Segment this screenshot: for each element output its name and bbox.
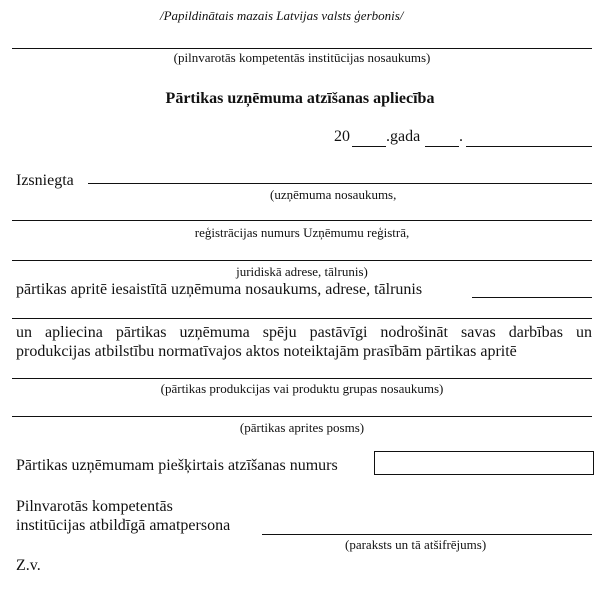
signature-label: (paraksts un tā atšifrējums) [345,537,487,552]
date-year-prefix: 20 [334,128,350,145]
document-title: Pārtikas uzņēmuma atzīšanas apliecība [165,90,435,107]
approval-number-label: Pārtikas uzņēmumam piešķirtais atzīšanas numurs [16,457,338,474]
official-label-line-1: Pilnvarotās kompetentās [16,498,173,515]
coat-of-arms-note: /Papildinātais mazais Latvijas valsts ģerbonis/ [160,8,404,23]
statement-line-1: un apliecina pārtikas uzņēmuma spēju pastāvīgi nodrošināt savas darbības un [16,324,592,341]
supply-chain-stage-label: (pārtikas aprites posms) [239,420,365,435]
approval-number-field[interactable] [374,451,594,475]
seal-place-label: Z.v. [16,557,41,574]
food-operator-label: pārtikas apritē iesaistītā uzņēmuma nosaukums, adrese, tālrunis [16,281,423,298]
statement-line-2: produkcijas atbilstību normatīvajos aktos noteiktajām prasībām pārtikas apritē [16,343,517,360]
company-name-field[interactable] [88,183,592,184]
date-day-field[interactable] [425,146,459,147]
date-year-suffix: .gada [386,128,421,145]
registration-number-field[interactable] [12,220,592,221]
registration-number-label: reģistrācijas numurs Uzņēmumu reģistrā, [194,225,410,240]
official-label-line-2: institūcijas atbildīgā amatpersona [16,517,231,534]
legal-address-label: juridiskā adrese, tālrunis) [236,264,368,279]
food-operator-field[interactable] [472,297,592,298]
supply-chain-stage-field[interactable] [12,416,592,417]
date-year-field[interactable] [352,146,386,147]
issued-label: Izsniegta [16,172,74,189]
signature-field[interactable] [262,534,592,535]
product-group-field[interactable] [12,378,592,379]
company-name-label: (uzņēmuma nosaukums, [270,187,397,202]
date-dot: . [459,128,463,145]
food-operator-field-continued[interactable] [12,318,592,319]
date-month-field[interactable] [466,146,592,147]
legal-address-field[interactable] [12,260,592,261]
institution-name-line[interactable] [12,48,592,49]
product-group-label: (pārtikas produkcijas vai produktu grupas nosaukums) [160,381,444,396]
institution-name-label: (pilnvarotās kompetentās institūcijas nosaukums) [173,50,431,65]
